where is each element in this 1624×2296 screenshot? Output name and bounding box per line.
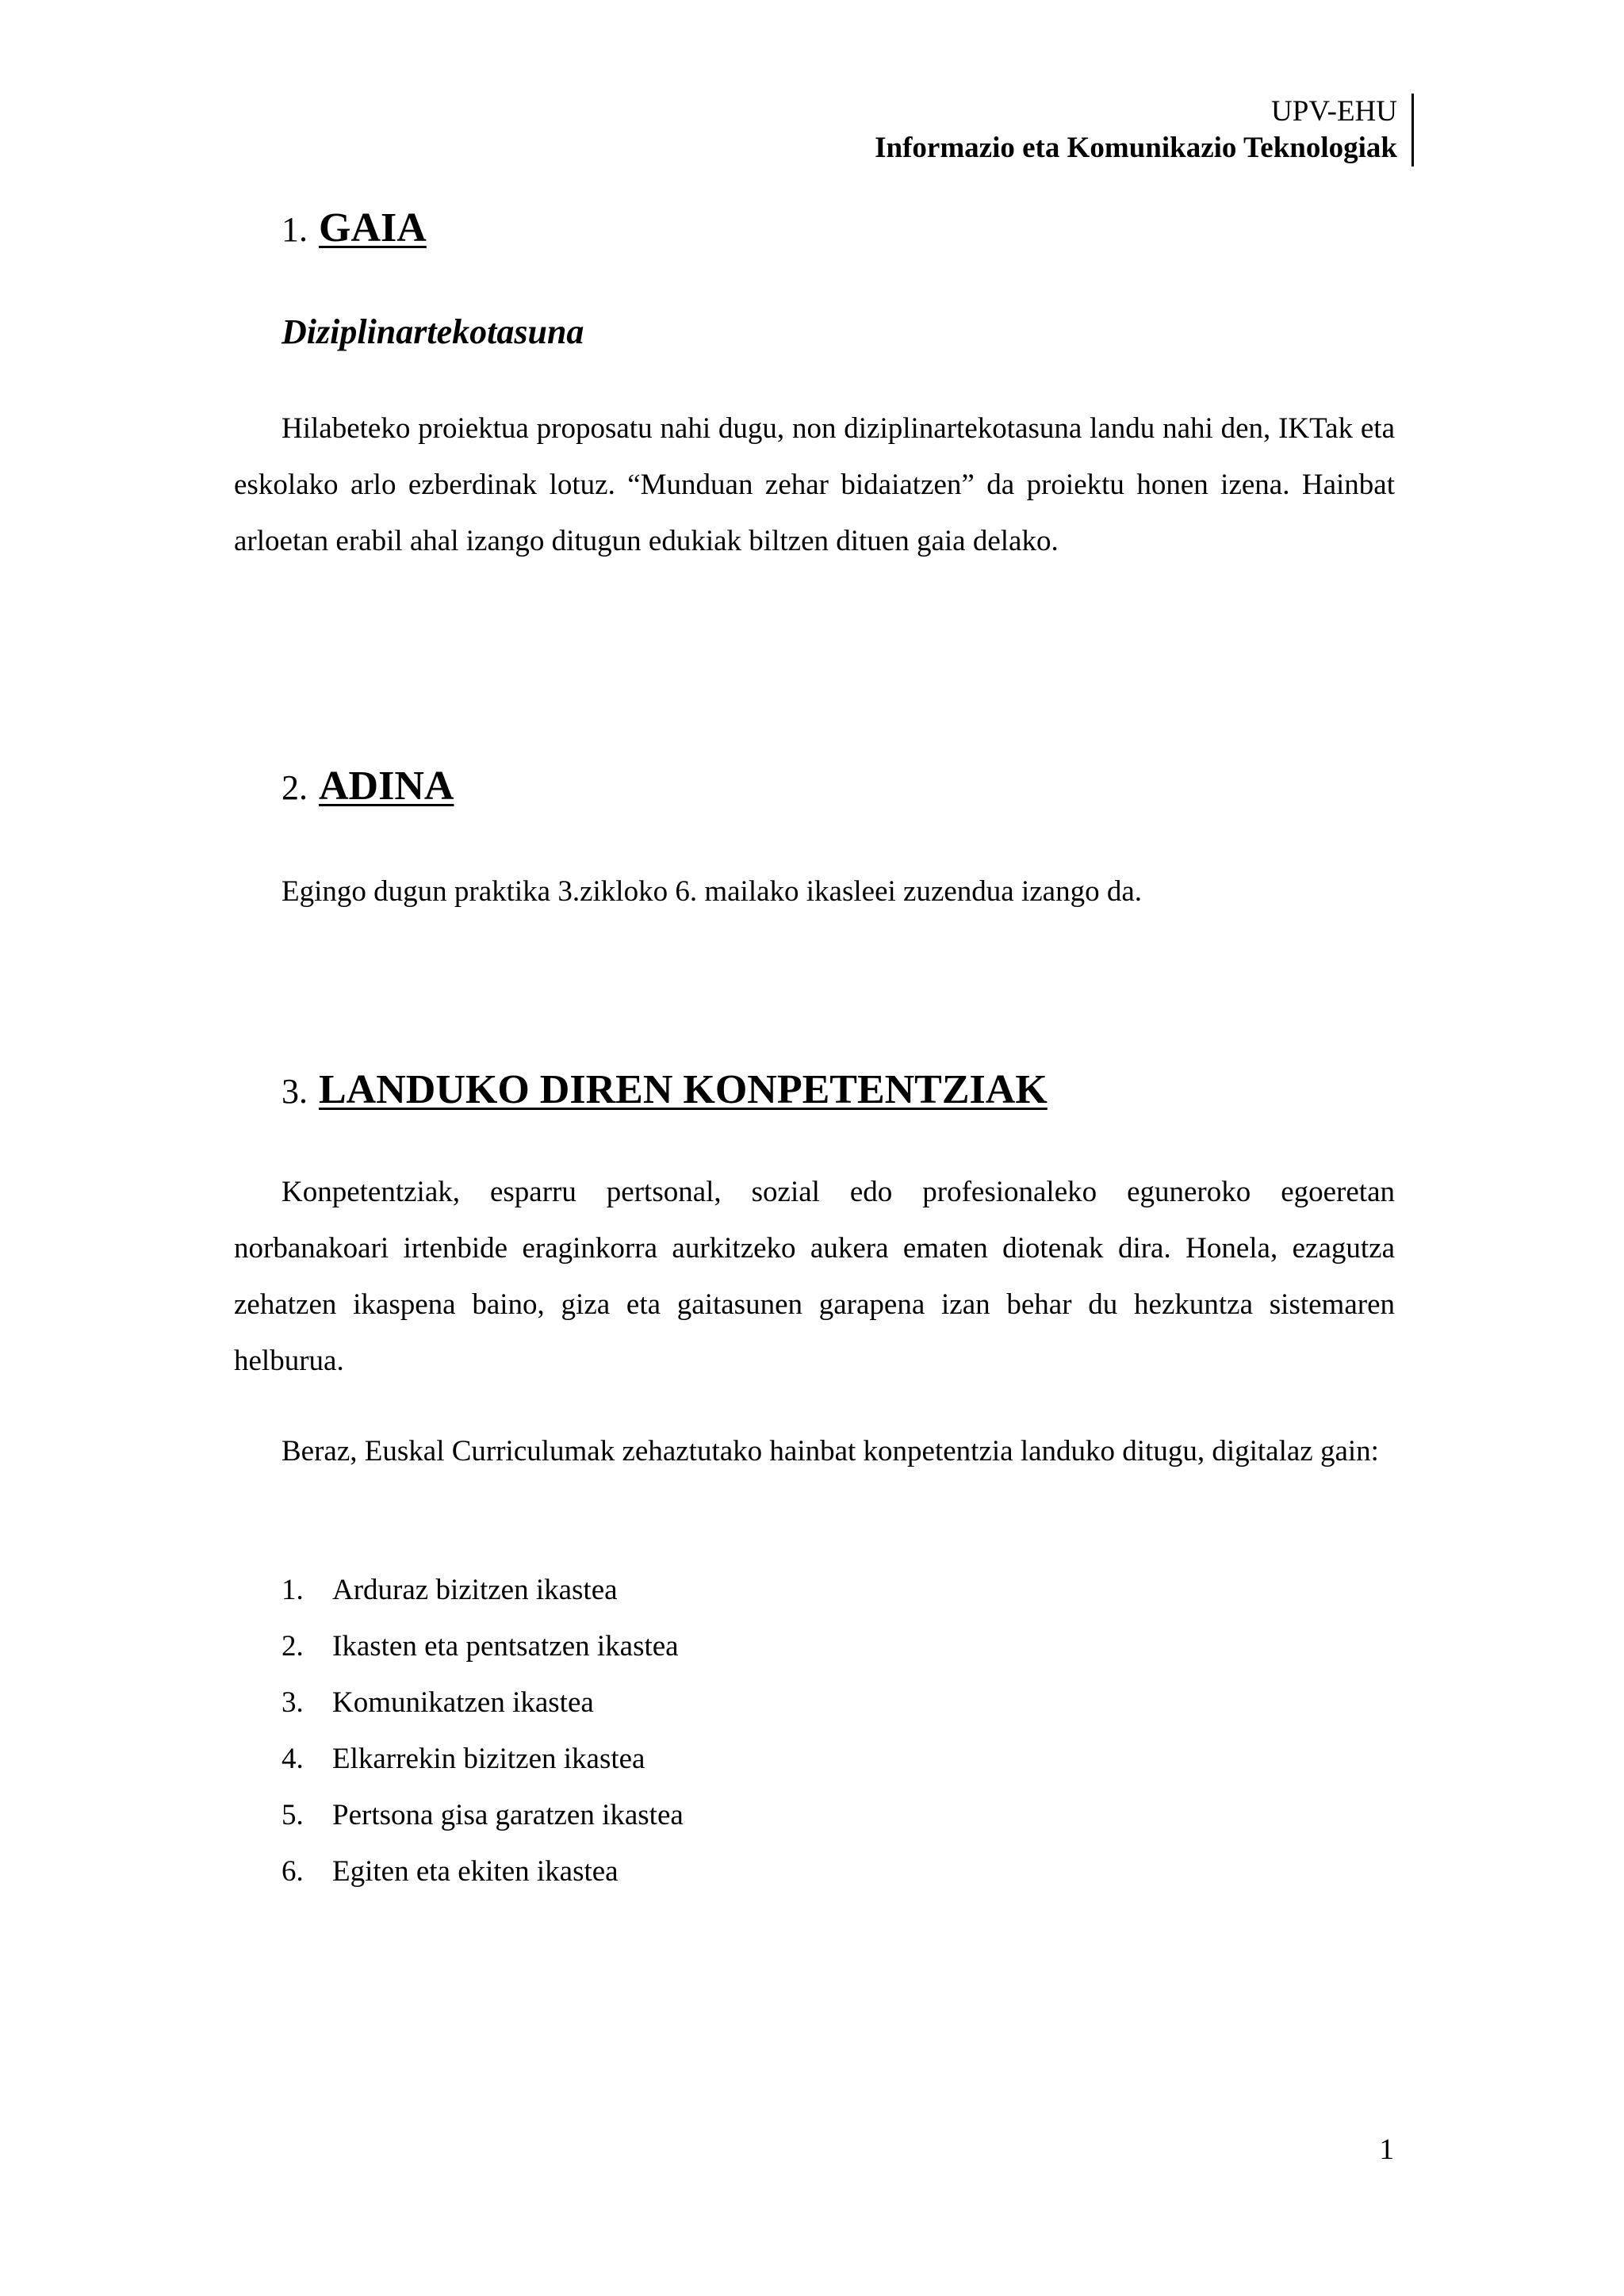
section-3-paragraph-1: Konpetentziak, esparru pertsonal, sozial edo profesionaleko eguneroko egoeretan norbanakoari irtenbide eraginkorra aurkitzeko aukera ematen diotenak dira. Honela, ezagutza zehatzen ikaspena baino, giza eta gaitasunen garapena izan behar du hezkuntza sistemaren helburua. (234, 1176, 1395, 1377)
list-item: 4. Elkarrekin bizitzen ikastea (282, 1743, 645, 1775)
section-3-title: LANDUKO DIREN KONPETENTZIAK (319, 1067, 1048, 1112)
list-item: 1. Arduraz bizitzen ikastea (282, 1574, 618, 1606)
list-item: 2. Ikasten eta pentsatzen ikastea (282, 1630, 679, 1663)
page-number: 1 (1379, 2133, 1394, 2166)
section-2-title: ADINA (319, 763, 454, 809)
section-2-number: 2. (282, 768, 308, 807)
section-3-paragraph-2: Beraz, Euskal Curriculumak zehaztutako hainbat konpetentzia landuko ditugu, digitalaz gain: (282, 1435, 1379, 1468)
list-item: 6. Egiten eta ekiten ikastea (282, 1855, 619, 1888)
section-2-heading (282, 763, 454, 812)
section-1-heading (282, 205, 427, 254)
list-item: 5. Pertsona gisa garatzen ikastea (282, 1799, 684, 1831)
section-2-paragraph: Egingo dugun praktika 3.zikloko 6. mailako ikasleei zuzendua izango da. (282, 875, 1143, 908)
section-3-number: 3. (282, 1072, 308, 1111)
list-item: 3. Komunikatzen ikastea (282, 1686, 594, 1719)
section-3-heading (282, 1066, 1048, 1115)
section-1-subtitle: Diziplinartekotasuna (282, 312, 584, 351)
header-org: UPV-EHU (1271, 95, 1397, 128)
header-dept: Informazio eta Komunikazio Teknologiak (875, 132, 1397, 164)
page-header (875, 94, 1414, 166)
section-1-title: GAIA (319, 205, 427, 251)
competency-list (282, 1562, 684, 1900)
section-1-number: 1. (282, 210, 308, 249)
section-1-paragraph: Hilabeteko proiektua proposatu nahi dugu, non diziplinartekotasuna landu nahi den, IKTak eta eskolako arlo ezberdinak lotuz. “Munduan zehar bidaiatzen” da proiektu honen izena. Hainbat arloetan erabil ahal izango ditugun edukiak biltzen dituen gaia delako. (234, 412, 1395, 557)
